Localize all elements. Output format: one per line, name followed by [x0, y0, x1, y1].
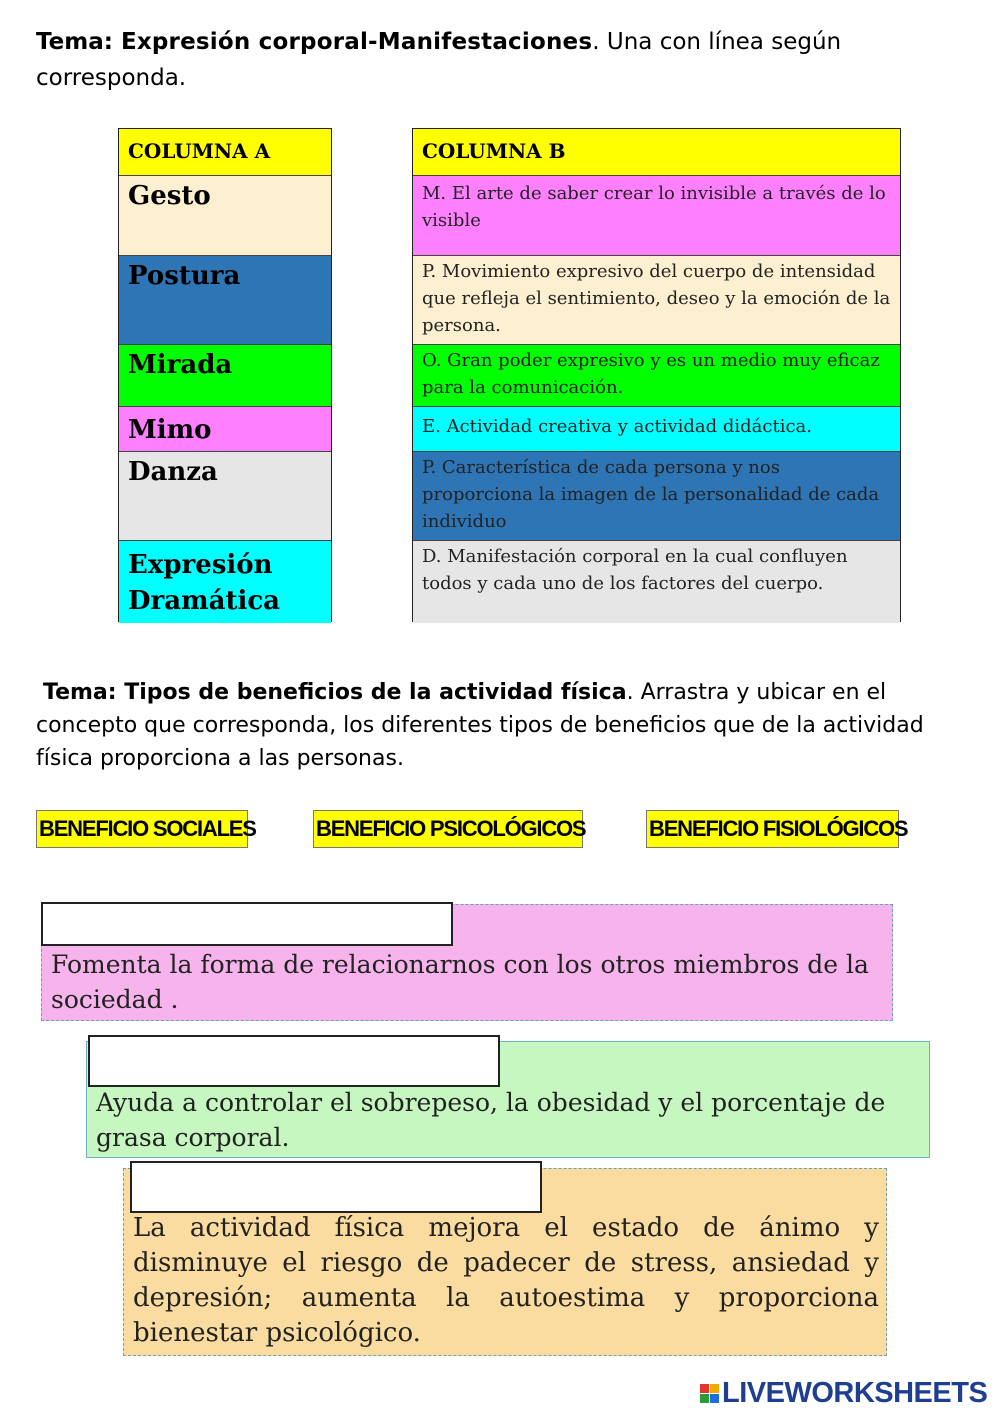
card-text: Ayuda a controlar el sobrepeso, la obesidad y el porcentaje de grasa corporal.	[96, 1088, 886, 1152]
title-topic: Expresión corporal-Manifestaciones	[120, 29, 593, 55]
columna-b-item[interactable]: M. El arte de saber crear lo invisible a través de lo visible	[413, 176, 900, 256]
logo-text: LIVEWORKSHEETS	[722, 1376, 988, 1409]
benefit-card-psychological	[123, 1168, 887, 1356]
columna-a-item[interactable]: Mirada	[119, 345, 331, 407]
drop-zone[interactable]	[130, 1161, 542, 1213]
columna-a-item[interactable]: Mimo	[119, 407, 331, 452]
card-text: La actividad física mejora el estado de ánimo y disminuye el riesgo de padecer de stress, ansiedad y depresión; aumenta la autoestima y proporciona bienestar psicológico.	[133, 1213, 879, 1348]
drop-zone[interactable]	[41, 902, 453, 946]
columna-b-item[interactable]: P. Característica de cada persona y nos proporciona la imagen de la personalidad de cada individuo	[413, 452, 900, 541]
columna-b-header: COLUMNA B	[413, 129, 900, 176]
columna-b-item[interactable]: O. Gran poder expresivo y es un medio muy eficaz para la comunicación.	[413, 345, 900, 407]
columna-b-item[interactable]: P. Movimiento expresivo del cuerpo de intensidad que refleja el sentimiento, deseo y la emoción de la persona.	[413, 256, 900, 345]
drag-tag-psicologicos[interactable]	[313, 810, 586, 848]
section2-title	[36, 676, 976, 775]
drag-tag-label: BENEFICIO PSICOLÓGICOS	[316, 816, 586, 841]
columna-b-item[interactable]: E. Actividad creativa y actividad didáctica.	[413, 407, 900, 452]
card-text: Fomenta la forma de relacionarnos con los otros miembros de la sociedad .	[51, 950, 869, 1014]
columna-a-item[interactable]: Danza	[119, 452, 331, 541]
columna-a-item[interactable]: Expresión Dramática	[119, 541, 331, 623]
logo-grid-icon	[700, 1384, 719, 1403]
liveworksheets-logo	[700, 1377, 987, 1409]
section2-topic: Tema: Tipos de beneficios de la actividad física	[43, 680, 627, 705]
columna-a-table	[118, 128, 332, 622]
section1-title	[36, 24, 966, 96]
title-instruction: . Una con línea según corresponda.	[36, 29, 842, 91]
columna-a-item[interactable]: Postura	[119, 256, 331, 345]
drag-tag-fisiologicos[interactable]	[646, 810, 908, 848]
columna-b-table	[412, 128, 901, 622]
drag-tag-sociales[interactable]	[36, 810, 256, 848]
columna-a-header: COLUMNA A	[119, 129, 331, 176]
drop-zone[interactable]	[88, 1035, 500, 1087]
benefit-card-social	[41, 904, 893, 1021]
benefit-card-physiological	[86, 1041, 930, 1158]
drag-tag-label: BENEFICIO FISIOLÓGICOS	[649, 816, 908, 841]
columna-b-item[interactable]: D. Manifestación corporal en la cual confluyen todos y cada uno de los factores del cuerpo.	[413, 541, 900, 623]
section2-instruction: . Arrastra y ubicar en el concepto que corresponda, los diferentes tipos de beneficios que de la actividad física proporciona a las personas.	[36, 680, 924, 771]
columna-a-item[interactable]: Gesto	[119, 176, 331, 256]
drag-tag-label: BENEFICIO SOCIALES	[39, 816, 256, 841]
title-prefix: Tema:	[36, 29, 121, 55]
